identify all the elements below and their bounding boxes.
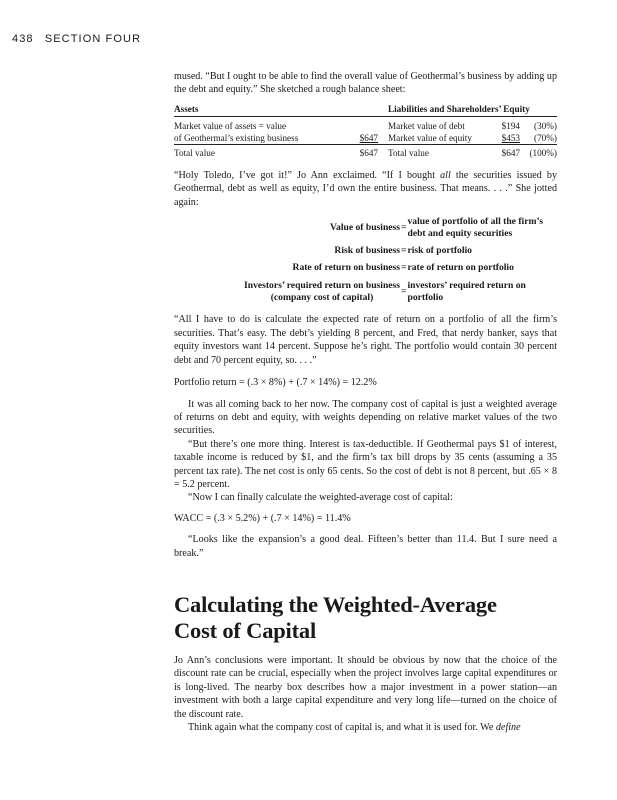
equation-equals: = xyxy=(401,262,407,274)
balance-sheet-total-row xyxy=(174,144,557,159)
equation-right xyxy=(407,216,543,241)
equations-block xyxy=(244,216,543,304)
equation-equals: = xyxy=(401,244,407,256)
p2-text-after: the securities issued by Geothermal, debt as well as equity, I’d own the entire business. That means. . . .” She jotted again: xyxy=(174,169,558,208)
balance-sheet-row xyxy=(174,116,557,132)
asset-label-line1: Market value of assets = value xyxy=(174,120,287,131)
equation-right-line2: portfolio xyxy=(407,292,444,304)
equation-left: Rate of return on business xyxy=(292,262,401,274)
equation-equals: = xyxy=(401,285,407,297)
paragraph-coming-back: It was all coming back to her now. The company cost of capital is just a weighted average of returns on debt and equity, with weights depending on relative market values of the two securities. xyxy=(174,398,557,437)
asset-label-line2: of Geothermal’s existing business xyxy=(174,132,299,143)
total-label-assets: Total value xyxy=(174,144,334,159)
total-liabilities-value: $647 xyxy=(492,144,520,159)
paragraph-calculate-wacc: “Now I can finally calculate the weighted-average cost of capital: xyxy=(188,492,453,504)
paragraph-calculate-expected-return: “All I have to do is calculate the expected rate of return on a portfolio of all the firm’s securities. That’s easy. The debt’s yielding 8 percent, and Fred, that nerdy banker, says that equity investors want 14 percent. Suppose he’s right. The portfolio would contain 30 percent debt and 70 percent equity, so. . . .” xyxy=(174,314,557,366)
debt-percent: (30%) xyxy=(534,120,557,131)
equation-left-line2: (company cost of capital) xyxy=(270,292,374,304)
portfolio-return-formula: Portfolio return = (.3 × 8%) + (.7 × 14%) = 12.2% xyxy=(174,377,377,389)
paragraph-conclusions: Jo Ann’s conclusions were important. It should be obvious by now that the choice of the discount rate can be crucial, especially when the project involves large capital expenditures or is long-lived. The nearby box describes how a major investment in a power station—an investment with both a large capital expenditure and very long life—turned on the choice of the discount rate. xyxy=(174,655,557,720)
wacc-formula: WACC = (.3 × 5.2%) + (.7 × 14%) = 11.4% xyxy=(174,512,351,524)
assets-header: Assets xyxy=(174,103,378,117)
section-heading-line1: Calculating the Weighted-Average xyxy=(174,592,497,617)
debt-label: Market value of debt xyxy=(388,120,465,131)
page-number: 438 xyxy=(12,33,34,45)
asset-value: $647 xyxy=(359,132,378,143)
section-label: SECTION FOUR xyxy=(44,33,142,45)
total-label-liabilities: Total value xyxy=(388,144,492,159)
paragraph-holy-toledo xyxy=(174,169,557,209)
body-column-top xyxy=(174,70,557,560)
intro-paragraph: mused. “But I ought to be able to find the overall value of Geothermal’s business by adding up the debt and equity.” She sketched a rough balance sheet: xyxy=(174,71,557,96)
equity-value: $453 xyxy=(501,132,520,143)
equation-row xyxy=(244,257,543,274)
paragraph-think-again xyxy=(174,721,557,734)
equation-right: rate of return on portfolio xyxy=(407,262,514,274)
p9-text: Think again what the company cost of capital is, and what it is used for. We xyxy=(188,722,496,734)
equation-right-line1: investors’ required return on xyxy=(407,279,526,291)
p9-emphasis: define xyxy=(495,722,521,734)
equation-equals: = xyxy=(401,222,407,234)
running-head xyxy=(12,33,141,45)
p2-text-before: “Holy Toledo, I’ve got it!” Jo Ann exclaimed. “If I bought xyxy=(174,169,441,181)
section-heading-line2: Cost of Capital xyxy=(174,618,316,643)
equation-left: Value of business xyxy=(329,222,401,234)
liabilities-header: Liabilities and Shareholders’ Equity xyxy=(388,103,557,117)
equity-label: Market value of equity xyxy=(388,132,472,143)
equation-left: Risk of business xyxy=(334,244,401,256)
equation-row xyxy=(244,241,543,257)
equation-right: risk of portfolio xyxy=(407,244,472,256)
balance-sheet-header-row xyxy=(174,103,557,117)
section-heading xyxy=(174,592,557,644)
total-percent: (100%) xyxy=(520,144,557,159)
p2-emphasis: all xyxy=(440,169,451,181)
paragraph-expansion-good-deal: “Looks like the expansion’s a good deal. Fifteen’s better than 11.4. But I sure need a break.” xyxy=(174,534,557,559)
section-heading-block xyxy=(174,592,557,644)
equation-row xyxy=(244,216,543,241)
body-column-bottom xyxy=(174,654,557,734)
equity-percent: (70%) xyxy=(534,132,557,143)
total-assets-value: $647 xyxy=(334,144,378,159)
debt-value: $194 xyxy=(501,120,520,131)
balance-sheet-row xyxy=(174,132,557,145)
balance-sheet-table xyxy=(174,103,557,159)
equation-left-line1: Investors’ required return on business xyxy=(244,279,401,291)
equation-left xyxy=(244,275,400,305)
equation-right-line2: debt and equity securities xyxy=(407,228,513,240)
equation-right xyxy=(407,275,543,305)
equation-right-line1: value of portfolio of all the firm’s xyxy=(407,216,544,228)
equation-row xyxy=(244,275,543,305)
paragraph-tax-deductible: “But there’s one more thing. Interest is tax-deductible. If Geothermal pays $1 of interest, taxable income is reduced by $1, and the firm’s tax bill drops by 35 cents (assuming a 35 percent tax rate). The net cost is only 65 cents. So the cost of debt is not 8 percent, but .65 × 8 = 5.2 percent. xyxy=(174,438,557,490)
